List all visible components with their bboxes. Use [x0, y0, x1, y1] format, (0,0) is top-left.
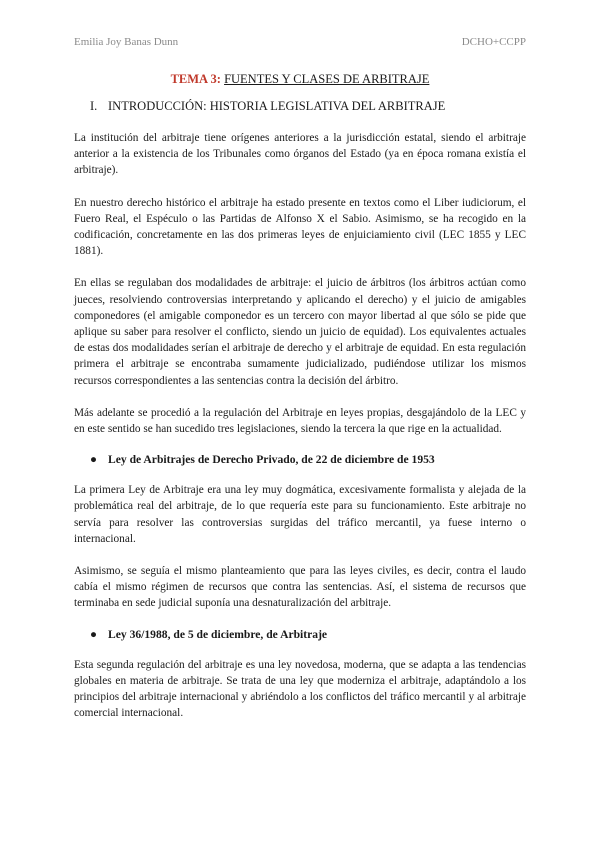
- paragraph-intro-2: En nuestro derecho histórico el arbitraje ha estado presente en textos como el Liber iudiciorum, el Fuero Real, el Espéculo o las Partidas de Alfonso X el Sabio. Asimismo, se ha recogido en la codificación, concretamente en las dos primeras leyes de enjuiciamiento civil (LEC 1855 y LEC 1881).: [74, 196, 526, 258]
- section-heading: [74, 99, 526, 114]
- paragraph-law-1953-1: La primera Ley de Arbitraje era una ley muy dogmática, excesivamente formalista y alejada de la problemática real del arbitraje, de lo que requería este para su funcionamiento. Este arbitraje no servía para resolver las controversias surgidas del tráfico mercantil, ya fuese interno o internacional.: [74, 484, 526, 545]
- bullet-icon: ●: [90, 453, 98, 467]
- paragraph-intro-1: La institución del arbitraje tiene orígenes anteriores a la jurisdicción estatal, siendo el arbitraje anterior a la existencia de los Tribunales como órganos del Estado (ya en época romana existía el arbitraje).: [74, 132, 526, 177]
- law-1988-heading: [74, 628, 526, 641]
- page-title: [74, 72, 526, 87]
- bullet-icon: ●: [90, 627, 98, 641]
- paragraph-intro-3: En ellas se regulaban dos modalidades de arbitraje: el juicio de árbitros (los árbitros actúan como jueces, resolviendo controversias interpretando y aplicando el derecho) y el juicio de amigables componedores (el amigable componedor es un tercero con mayor libertad al que sólo se pide que aplique su saber para resolver el conflicto, siendo un juicio de equidad). Los equivalentes actuales de estas dos modalidades serían el arbitraje de derecho y el arbitraje de equidad. En esta regulación primera el arbitraje se encontraba sumamente judicializado, pudiéndose utilizar los mismos recursos correspondientes a las sentencias contra la decisión del árbitro.: [74, 277, 526, 387]
- law-1953-title: Ley de Arbitrajes de Derecho Privado, de 22 de diciembre de 1953: [108, 453, 435, 467]
- law-1953-heading: [74, 453, 526, 466]
- paragraph-law-1953-2: Asimismo, se seguía el mismo planteamiento que para las leyes civiles, es decir, contra el laudo cabía el mismo régimen de recursos que contra las sentencias. Así, el sistema de recursos que terminaba en sede judicial suponía una desnaturalización del arbitraje.: [74, 565, 526, 610]
- law-1988-title: Ley 36/1988, de 5 de diciembre, de Arbitraje: [108, 627, 328, 641]
- author-name: Emilia Joy Banas Dunn: [74, 36, 179, 48]
- page-header: [74, 36, 526, 52]
- tema-label: TEMA 3: [170, 72, 217, 86]
- paragraph-intro-4: Más adelante se procedió a la regulación del Arbitraje en leyes propias, desgajándolo de la LEC y en este sentido se han sucedido tres legislaciones, siendo la tercera la que rige en la actualidad.: [74, 406, 526, 436]
- section-number: I.: [90, 99, 98, 113]
- tema-title: FUENTES Y CLASES DE ARBITRAJE: [224, 72, 430, 86]
- course-code: DCHO+CCPP: [461, 36, 526, 48]
- tema-colon: :: [216, 72, 221, 86]
- paragraph-law-1988-1: Esta segunda regulación del arbitraje es una ley novedosa, moderna, que se adapta a las tendencias globales en materia de arbitraje. Se trata de una ley que moderniza el arbitraje, adaptándolo a los principios del arbitraje internacional y abriéndolo a los conflictos del tráfico mercantil y al arbitraje comercial internacional.: [74, 658, 526, 720]
- section-title: INTRODUCCIÓN: HISTORIA LEGISLATIVA DEL ARBITRAJE: [108, 99, 446, 113]
- document-body: [74, 72, 526, 737]
